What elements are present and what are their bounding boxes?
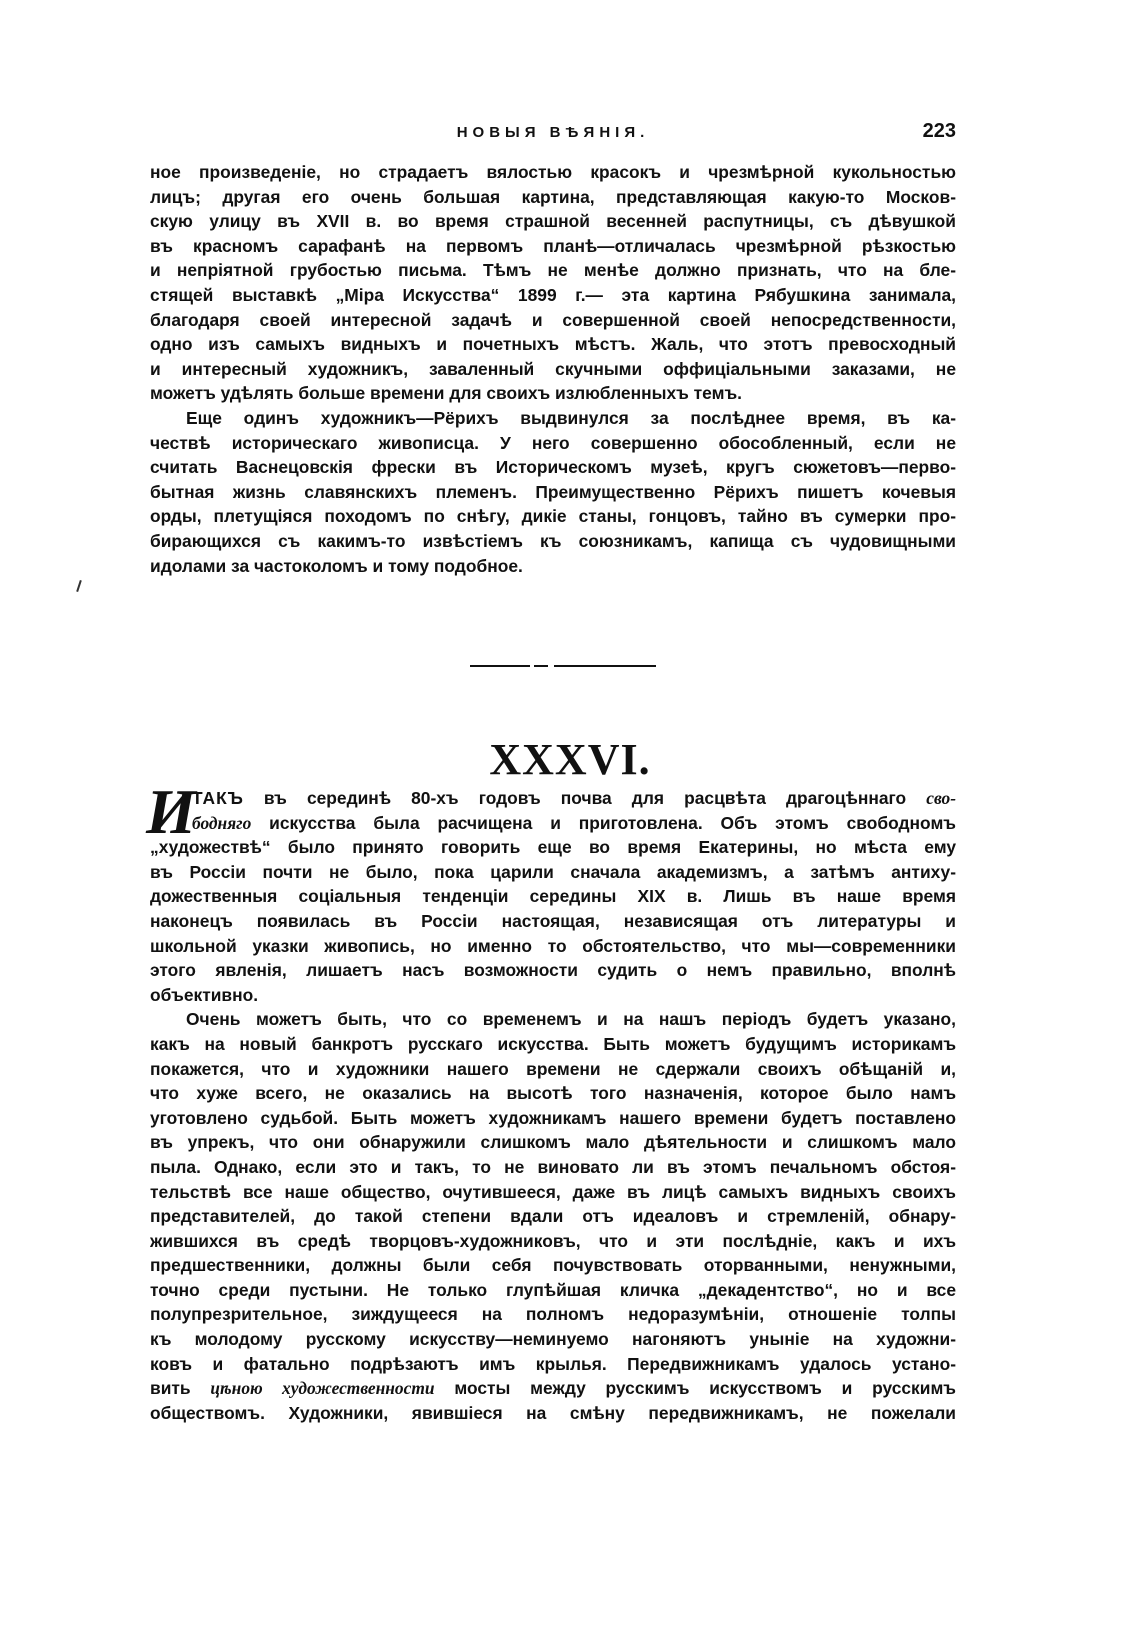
- text-line: объективно.: [150, 984, 259, 1005]
- text-line: „художествѣ“ было принято говорить еще во время Екатерины, но мѣста ему: [150, 837, 956, 858]
- text-line: наконецъ появилась въ Россіи настоящая, независящая отъ литературы и: [150, 910, 956, 931]
- text-line: благодаря своей интересной задачѣ и совершенной своей непосредственности,: [150, 309, 956, 330]
- text-line: скую улицу въ XVII в. во время страшной весенней распутницы, съ дѣвушкой: [150, 211, 956, 232]
- text-line: и интересный художникъ, заваленный скучными оффиціальными заказами, не: [150, 358, 956, 379]
- page-header: [150, 120, 956, 150]
- text-line: и непріятной грубостью письма. Тѣмъ не менѣе должно признать, что на бле-: [150, 260, 956, 281]
- chapter-body: [150, 786, 956, 1425]
- paragraph: [150, 160, 956, 406]
- drop-cap: И: [146, 776, 196, 847]
- text-line: къ молодому русскому искусству—неминуемо нагоняютъ уныніе на художни-: [150, 1329, 956, 1350]
- paragraph: [150, 786, 956, 1007]
- text-line: ковъ и фатально подрѣзаютъ имъ крылья. Передвижникамъ удалось устано-: [150, 1353, 956, 1374]
- text-line: вить цѣною художественности мосты между русскимъ искусствомъ и русскимъ: [150, 1378, 956, 1399]
- italic-text: бодняго: [192, 812, 252, 833]
- text-line: тельствѣ все наше общество, очутившееся, даже въ лицѣ самыхъ видныхъ своихъ: [150, 1181, 956, 1202]
- text-line: ТАКЪ въ серединѣ 80-хъ годовъ почва для расцвѣта драгоцѣннаго сво-: [192, 788, 956, 808]
- italic-text: сво-: [926, 788, 956, 808]
- text-line: бытная жизнь славянскихъ племенъ. Преимущественно Рёрихъ пишетъ кочевыя: [150, 481, 956, 502]
- top-section: [150, 160, 956, 578]
- text-line: какъ на новый банкротъ русскаго искусства. Быть можетъ будущимъ историкамъ: [150, 1033, 956, 1054]
- text-line: въ упрекъ, что они обнаружили слишкомъ мало дѣятельности и слишкомъ мало: [150, 1132, 956, 1153]
- text-line: школьной указки живопись, но именно то обстоятельство, что мы—современники: [150, 935, 956, 956]
- text-line: покажется, что и художники нашего времени не сдержали своихъ обѣщаній и,: [150, 1058, 956, 1079]
- text-line: бодняго искусства была расчищена и приготовлена. Объ этомъ свободномъ: [192, 812, 956, 833]
- text-line: въ Россіи почти не было, пока царили сначала академизмъ, а затѣмъ антиху-: [150, 861, 956, 882]
- text-line: пыла. Однако, если это и такъ, то не виновато ли въ этомъ печальномъ обстоя-: [150, 1156, 956, 1177]
- text-line: жившихся въ средѣ творцовъ-художниковъ, что и эти послѣдніе, какъ и ихъ: [150, 1230, 956, 1251]
- text-line: уготовлено судьбой. Быть можетъ художникамъ нашего времени будетъ поставлено: [150, 1107, 956, 1128]
- text-line: въ красномъ сарафанѣ на первомъ планѣ—отличалась чрезмѣрной рѣзкостью: [150, 235, 956, 256]
- text-line: что хуже всего, не оказались на высотѣ того назначенія, которое было намъ: [150, 1083, 956, 1104]
- text-line: полупрезрительное, зиждущееся на полномъ недоразумѣніи, отношеніе толпы: [150, 1304, 956, 1325]
- text-line: стящей выставкѣ „Міра Искусства“ 1899 г.— эта картина Рябушкина занимала,: [150, 284, 956, 305]
- opening-word: ТАКЪ: [192, 788, 244, 808]
- text-line: бирающихся съ какимъ-то извѣстіемъ къ союзникамъ, капища съ чудовищными: [150, 530, 956, 551]
- section-divider: [470, 665, 656, 667]
- text-line: лицъ; другая его очень большая картина, представляющая какую-то Москов-: [150, 186, 956, 207]
- text-line: чествѣ историческаго живописца. У него совершенно обособленный, если не: [150, 432, 956, 453]
- text-line: обществомъ. Художники, явившіеся на смѣну передвижникамъ, не пожелали: [150, 1402, 956, 1423]
- stray-mark: [76, 580, 82, 592]
- text-line: идолами за частоколомъ и тому подобное.: [150, 555, 523, 576]
- text-line: одно изъ самыхъ видныхъ и почетныхъ мѣстъ. Жаль, что этотъ превосходный: [150, 334, 956, 355]
- text-line: точно среди пустыни. Не только глупѣйшая кличка „декадентство“, но и все: [150, 1279, 956, 1300]
- page-number: 223: [922, 120, 956, 142]
- text-line: Очень можетъ быть, что со временемъ и на нашъ періодъ будетъ указано,: [186, 1009, 956, 1030]
- paragraph: [150, 406, 956, 578]
- text-line: представителей, до такой степени вдали отъ идеаловъ и стремленій, обнару-: [150, 1206, 956, 1227]
- text-line: ное произведеніе, но страдаетъ вялостью красокъ и чрезмѣрной кукольностью: [150, 162, 956, 182]
- text-line: считать Васнецовскія фрески въ Историческомъ музеѣ, кругъ сюжетовъ—перво-: [150, 457, 956, 478]
- text-line: можетъ удѣлять больше времени для своихъ излюбленныхъ темъ.: [150, 383, 742, 404]
- text-line: этого явленія, лишаетъ насъ возможности судить о немъ правильно, вполнѣ: [150, 960, 956, 981]
- chapter-heading: XXXVI.: [489, 735, 651, 784]
- running-title: НОВЫЯ ВѢЯНІЯ.: [456, 124, 650, 141]
- italic-text: цѣною художественности: [210, 1378, 435, 1399]
- text-line: Еще одинъ художникъ—Рёрихъ выдвинулся за послѣднее время, въ ка-: [186, 407, 956, 428]
- paragraph: [150, 1007, 956, 1425]
- text-line: орды, плетущіяся походомъ по снѣгу, дикіе станы, гонцовъ, тайно въ сумерки про-: [150, 506, 956, 527]
- text-line: предшественники, должны были себя почувствовать оторванными, ненужными,: [150, 1255, 956, 1276]
- text-line: дожественныя соціальныя тенденціи середины XIX в. Лишь въ наше время: [150, 886, 956, 907]
